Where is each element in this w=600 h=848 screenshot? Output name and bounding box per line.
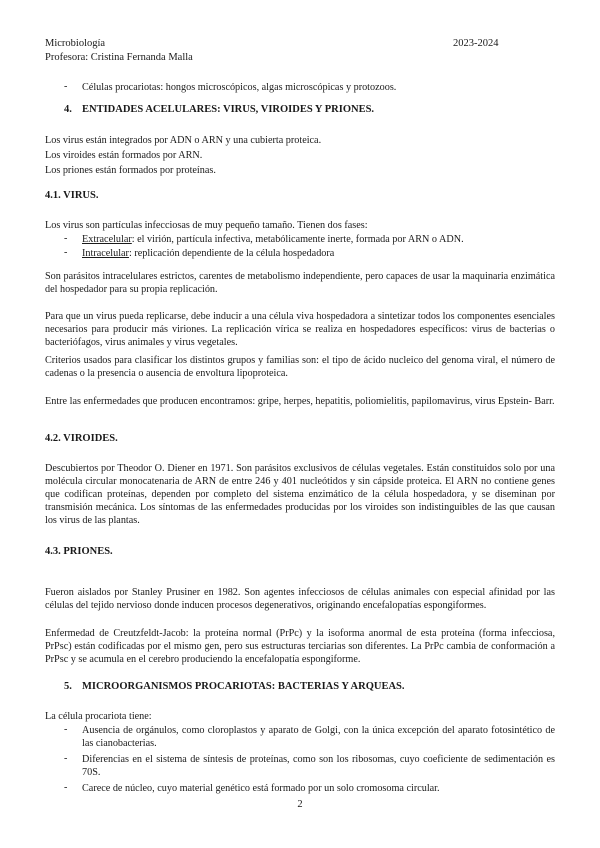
section-4-1-title: 4.1. VIRUS. xyxy=(45,190,99,201)
section-4-2-title: 4.2. VIROIDES. xyxy=(45,433,118,444)
header-teacher: Profesora: Cristina Fernanda Malla xyxy=(45,52,193,63)
s5-intro: La célula procariota tiene: xyxy=(45,711,152,722)
bullet-dash: - xyxy=(64,753,68,764)
s42-paragraph-1: Descubiertos por Theodor O. Diener en 1971. Son parásitos exclusivos de células vegetales. Están constituidos solo por una molécula circular monocatenaria de ARN de entre 246 y 401 nucleótidos y sin cápside proteica. El ARN no contiene genes que codifican proteínas, dependen por completo del sistema enzimático de la célula hospedadora, y se diseminan por transmisión mecánica. Los síntomas de las enfermedades producidas por los viroides son indistinguibles de las que causan los virus de las plantas. xyxy=(45,463,555,526)
header-year: 2023-2024 xyxy=(453,38,499,49)
s43-paragraph-1: Fueron aislados por Stanley Prusiner en 1982. Son agentes infecciosos de células animales con especial afinidad por las células del tejido nervioso donde inducen procesos degenerativos, originando encefalopatías espongiformes. xyxy=(45,587,555,611)
top-bullet-text: Células procariotas: hongos microscópicos, algas microscópicas y protozoos. xyxy=(82,82,397,93)
section-5-title: MICROORGANISMOS PROCARIOTAS: BACTERIAS Y ARQUEAS. xyxy=(82,681,405,692)
s5-bullet-2: Diferencias en el sistema de síntesis de proteínas, como son los ribosomas, cuyo coeficiente de sedimentación es 70S. xyxy=(82,754,555,778)
s41-bullet-1-term: Extracelular xyxy=(82,234,132,245)
bullet-dash: - xyxy=(64,724,68,735)
bullet-dash: - xyxy=(64,233,68,244)
s41-bullet-1 xyxy=(82,233,555,246)
bullet-dash: - xyxy=(64,81,68,92)
page-number: 2 xyxy=(297,799,303,810)
s4-line-1: Los virus están integrados por ADN o ARN y una cubierta proteica. xyxy=(45,135,322,146)
s5-bullet-1: Ausencia de orgánulos, como cloroplastos y aparato de Golgi, con la única excepción del aparato fotosintético de las cianobacterias. xyxy=(82,725,555,749)
s43-paragraph-2: Enfermedad de Creutzfeldt-Jacob: la proteína normal (PrPc) y la isoforma anormal de esta proteína (forma infecciosa, PrPsc) están codificadas por el mismo gen, pero sus estructuras terciarias son diferentes. La PrPc cambia de conformación a PrPsc y se acumula en el cerebro produciendo la encefalopatía espongiforme. xyxy=(45,628,555,665)
s4-line-3: Los priones están formados por proteínas. xyxy=(45,165,216,176)
s41-paragraph-3: Criterios usados para clasificar los distintos grupos y familias son: el tipo de ácido nucleico del genoma viral, el número de cadenas o la presencia o ausencia de envoltura lipoproteica. xyxy=(45,355,555,379)
section-4-title: ENTIDADES ACELULARES: VIRUS, VIROIDES Y PRIONES. xyxy=(82,104,375,115)
s41-bullet-2-rest: : replicación dependiente de la célula hospedadora xyxy=(128,248,335,259)
s5-bullet-3: Carece de núcleo, cuyo material genético está formado por un solo cromosoma circular. xyxy=(82,783,440,794)
s41-paragraph-2: Para que un virus pueda replicarse, debe inducir a una célula viva hospedadora a sintetizar todos los componentes esenciales necesarios para producir más viriones. La replicación vírica se realiza en hospedadores específicos: virus de bacterias o bacteriófagos, virus animales y virus vegetales. xyxy=(45,311,555,348)
s41-paragraph-4: Entre las enfermedades que producen encontramos: gripe, herpes, hepatitis, poliomielitis, papilomavirus, virus Epstein- Barr. xyxy=(45,396,555,407)
section-4-number: 4. xyxy=(64,104,72,115)
s41-bullet-2 xyxy=(82,247,555,260)
section-4-3-title: 4.3. PRIONES. xyxy=(45,546,113,557)
bullet-dash: - xyxy=(64,247,68,258)
section-5-number: 5. xyxy=(64,681,72,692)
s4-line-2: Los viroides están formados por ARN. xyxy=(45,150,203,161)
s41-paragraph-1: Son parásitos intracelulares estrictos, carentes de metabolismo independiente, pero capaces de usar la maquinaria enzimática del hospedador para su propia replicación. xyxy=(45,271,555,295)
s41-bullet-2-term: Intracelular xyxy=(82,248,129,259)
s41-bullet-1-rest: : el virión, partícula infectiva, metabólicamente inerte, formada por ARN o ADN. xyxy=(131,234,464,245)
bullet-dash: - xyxy=(64,782,68,793)
header-subject: Microbiología xyxy=(45,38,106,49)
s41-intro: Los virus son partículas infecciosas de muy pequeño tamaño. Tienen dos fases: xyxy=(45,220,368,231)
